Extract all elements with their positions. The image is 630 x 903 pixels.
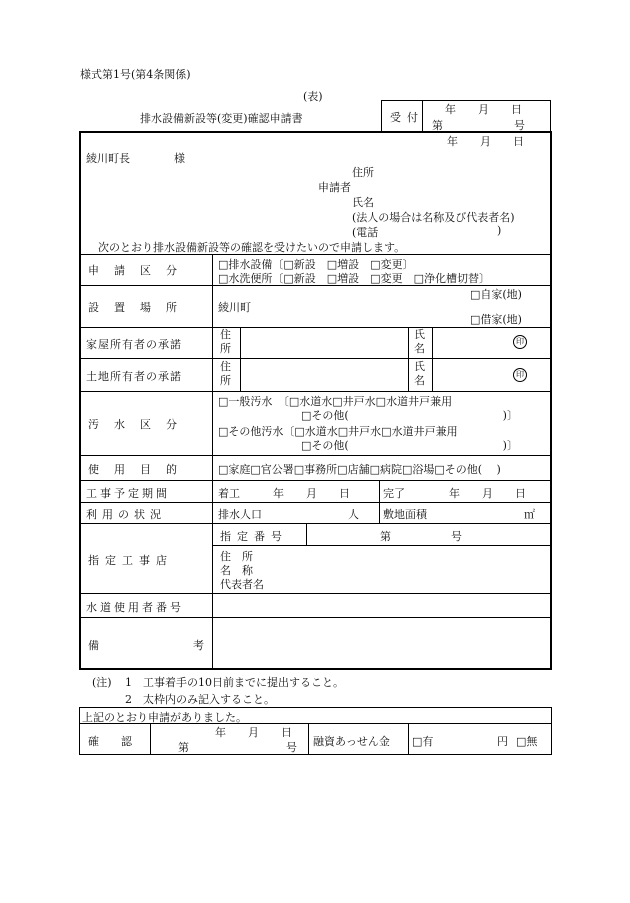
drainage-population-label: 排水人口 <box>218 508 262 521</box>
own-house-option[interactable]: □自家(地) <box>470 288 522 301</box>
installation-site-value: 綾川町 <box>218 301 251 314</box>
confirmation-label: 確 認 <box>88 735 132 748</box>
note-2: 2 太枠内のみ記入すること。 <box>125 693 275 706</box>
corporation-note: (法人の場合は名称及び代表者名) <box>352 211 515 224</box>
form-title: 排水設備新設等(変更)確認申請書 <box>140 112 303 125</box>
sewage-other-other[interactable]: □その他( )〕 <box>301 439 518 452</box>
applicant-label: 申請者 <box>318 181 351 194</box>
request-sentence: 次のとおり排水設備新設等の確認を受けたいので申請します。 <box>98 241 406 254</box>
sewage-category-label: 汚 水 区 分 <box>88 418 179 431</box>
reception-date: 年 月 日 <box>445 103 522 116</box>
loan-mediation-label: 融資あっせん金 <box>313 735 390 748</box>
notes-prefix: (注) <box>92 676 112 689</box>
confirmation-date: 年 月 日 <box>215 726 292 739</box>
usage-purpose-options[interactable]: □家庭□官公署□事務所□店舗□病院□浴場□その他( ) <box>218 463 501 476</box>
designation-number-suffix: 号 <box>451 530 462 543</box>
contractor-representative-label: 代表者名 <box>220 578 264 591</box>
construction-end: 完了 年 月 日 <box>383 487 526 500</box>
applicant-name-label: 氏名 <box>352 196 374 209</box>
side-label: (表) <box>303 90 323 103</box>
form-label: 様式第1号(第4条関係) <box>80 68 191 81</box>
confirmation-number-suffix: 号 <box>286 741 297 754</box>
loan-yes-option[interactable]: □有 <box>412 735 434 748</box>
land-owner-consent-label: 土地所有者の承諾 <box>86 370 182 383</box>
designation-number-label: 指定番号 <box>220 530 288 543</box>
house-owner-name-label: 氏名 <box>414 328 425 355</box>
telephone-open: (電話 <box>352 226 379 239</box>
designation-number-prefix: 第 <box>380 530 391 543</box>
site-area-unit: ㎡ <box>524 508 535 521</box>
application-category-line2[interactable]: □水洗便所〔□新設 □増設 □変更 □浄化槽切替〕 <box>218 272 490 285</box>
site-area-label: 敷地面積 <box>383 508 427 521</box>
usage-status-label: 利用の状況 <box>86 508 166 521</box>
remarks-label-right: 考 <box>193 639 204 652</box>
telephone-close: ) <box>497 224 502 237</box>
loan-yen-unit: 円 <box>497 735 508 748</box>
drainage-population-unit: 人 <box>348 508 359 521</box>
water-user-number-label: 水道使用者番号 <box>86 601 184 614</box>
note-1: 1 工事着手の10日前までに提出すること。 <box>125 676 344 689</box>
confirmation-number-prefix: 第 <box>178 741 189 754</box>
house-owner-seal-icon: 印 <box>513 335 527 349</box>
application-date: 年 月 日 <box>447 135 524 148</box>
construction-start: 着工 年 月 日 <box>218 487 350 500</box>
reception-number-prefix: 第 <box>432 119 443 132</box>
rented-house-option[interactable]: □借家(地) <box>470 313 522 326</box>
usage-purpose-label: 使 用 目 的 <box>88 463 179 476</box>
addressee: 綾川町長 様 <box>86 152 185 165</box>
installation-site-label: 設 置 場 所 <box>88 301 179 314</box>
contractor-name-label: 名 称 <box>220 564 253 577</box>
house-owner-address-label: 住所 <box>220 328 231 355</box>
applicant-address-label: 住所 <box>352 166 374 179</box>
land-owner-seal-icon: 印 <box>513 368 527 382</box>
land-owner-name-label: 氏名 <box>414 360 425 387</box>
land-owner-address-label: 住所 <box>220 360 231 387</box>
sewage-other-line[interactable]: □その他汚水〔□水道水□井戸水□水道井戸兼用 <box>218 425 458 438</box>
sewage-general-line[interactable]: □一般汚水 〔□水道水□井戸水□水道井戸兼用 <box>218 395 453 408</box>
loan-no-option[interactable]: □無 <box>516 735 538 748</box>
house-owner-consent-label: 家屋所有者の承諾 <box>86 338 182 351</box>
reception-number-suffix: 号 <box>514 119 525 132</box>
construction-period-label: 工事予定期間 <box>86 487 170 500</box>
application-category-line1[interactable]: □排水設備〔□新設 □増設 □変更〕 <box>218 258 414 271</box>
application-received-statement: 上記のとおり申請がありました。 <box>82 711 247 724</box>
application-category-label: 申 請 区 分 <box>88 264 179 277</box>
reception-label: 受付 <box>390 111 424 124</box>
remarks-label-left: 備 <box>88 639 99 652</box>
designated-contractor-label: 指定工事店 <box>88 554 173 567</box>
contractor-address-label: 住 所 <box>220 550 253 563</box>
sewage-general-other[interactable]: □その他( )〕 <box>301 409 518 422</box>
